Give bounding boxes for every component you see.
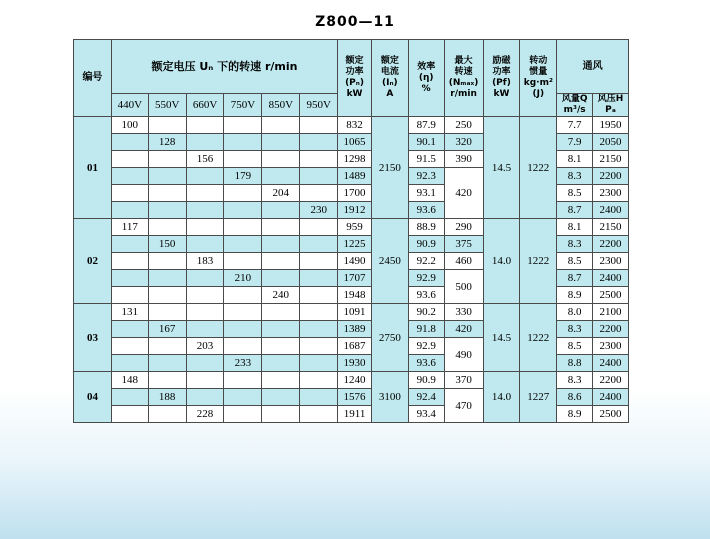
empty-cell xyxy=(111,338,148,355)
airflow-cell: 8.5 xyxy=(557,338,593,355)
power-cell: 1911 xyxy=(338,406,372,423)
empty-cell xyxy=(186,270,224,287)
empty-cell xyxy=(300,185,338,202)
empty-cell xyxy=(186,202,224,219)
empty-cell xyxy=(224,389,262,406)
empty-cell xyxy=(186,321,224,338)
empty-cell xyxy=(186,134,224,151)
inertia-cell: 1222 xyxy=(520,117,557,219)
exc-power-header: 励磁 功率 (Pf) kW xyxy=(483,40,520,117)
empty-cell xyxy=(186,372,224,389)
efficiency-cell: 93.1 xyxy=(408,185,444,202)
empty-cell xyxy=(111,134,148,151)
power-cell: 1700 xyxy=(338,185,372,202)
power-cell: 1298 xyxy=(338,151,372,168)
power-cell: 959 xyxy=(338,219,372,236)
max-speed-header: 最大 转速 (Nₘₐₓ) r/min xyxy=(444,40,483,117)
airflow-cell: 8.3 xyxy=(557,321,593,338)
power-cell: 1912 xyxy=(338,202,372,219)
empty-cell xyxy=(111,270,148,287)
empty-cell xyxy=(262,134,300,151)
voltage-950-header: 950V xyxy=(300,94,338,117)
speed-cell: 100 xyxy=(111,117,148,134)
table-row xyxy=(74,372,629,389)
table-header xyxy=(74,40,629,117)
empty-cell xyxy=(224,185,262,202)
efficiency-cell: 92.2 xyxy=(408,253,444,270)
group-code: 01 xyxy=(74,117,112,219)
max-speed-cell: 375 xyxy=(444,236,483,253)
empty-cell xyxy=(148,270,186,287)
airflow-cell: 8.1 xyxy=(557,219,593,236)
airflow-cell: 8.8 xyxy=(557,355,593,372)
empty-cell xyxy=(262,304,300,321)
efficiency-cell: 92.4 xyxy=(408,389,444,406)
empty-cell xyxy=(224,406,262,423)
empty-cell xyxy=(262,236,300,253)
group-code: 04 xyxy=(74,372,112,423)
empty-cell xyxy=(224,253,262,270)
pressure-cell: 2400 xyxy=(593,389,629,406)
empty-cell xyxy=(300,389,338,406)
empty-cell xyxy=(300,253,338,270)
empty-cell xyxy=(186,236,224,253)
power-cell: 1930 xyxy=(338,355,372,372)
power-cell: 1389 xyxy=(338,321,372,338)
efficiency-cell: 93.4 xyxy=(408,406,444,423)
efficiency-cell: 93.6 xyxy=(408,287,444,304)
empty-cell xyxy=(148,117,186,134)
empty-cell xyxy=(148,372,186,389)
group-code: 03 xyxy=(74,304,112,372)
empty-cell xyxy=(262,321,300,338)
efficiency-cell: 87.9 xyxy=(408,117,444,134)
speed-cell: 233 xyxy=(224,355,262,372)
airflow-cell: 7.9 xyxy=(557,134,593,151)
max-speed-cell: 420 xyxy=(444,321,483,338)
table-row xyxy=(74,117,629,134)
airflow-cell: 7.7 xyxy=(557,117,593,134)
empty-cell xyxy=(300,168,338,185)
max-speed-cell: 370 xyxy=(444,372,483,389)
empty-cell xyxy=(186,219,224,236)
power-header: 额定 功率 (Pₙ) kW xyxy=(338,40,372,117)
exc-power-cell: 14.0 xyxy=(483,219,520,304)
current-cell: 2150 xyxy=(371,117,408,219)
pressure-cell: 2300 xyxy=(593,338,629,355)
empty-cell xyxy=(186,287,224,304)
speed-cell: 204 xyxy=(262,185,300,202)
pressure-cell: 2100 xyxy=(593,304,629,321)
empty-cell xyxy=(148,202,186,219)
efficiency-cell: 92.3 xyxy=(408,168,444,185)
table-title: Z800—11 xyxy=(315,14,395,30)
empty-cell xyxy=(300,117,338,134)
efficiency-cell: 93.6 xyxy=(408,355,444,372)
max-speed-cell: 290 xyxy=(444,219,483,236)
empty-cell xyxy=(224,151,262,168)
max-speed-cell: 320 xyxy=(444,134,483,151)
airflow-cell: 8.5 xyxy=(557,185,593,202)
empty-cell xyxy=(111,389,148,406)
empty-cell xyxy=(111,202,148,219)
efficiency-cell: 92.9 xyxy=(408,270,444,287)
pressure-cell: 2200 xyxy=(593,236,629,253)
empty-cell xyxy=(111,321,148,338)
voltage-440-header: 440V xyxy=(111,94,148,117)
empty-cell xyxy=(148,304,186,321)
speed-cell: 167 xyxy=(148,321,186,338)
empty-cell xyxy=(148,219,186,236)
table-body xyxy=(74,117,629,423)
efficiency-cell: 90.2 xyxy=(408,304,444,321)
empty-cell xyxy=(148,355,186,372)
power-cell: 1707 xyxy=(338,270,372,287)
power-cell: 1091 xyxy=(338,304,372,321)
empty-cell xyxy=(262,406,300,423)
empty-cell xyxy=(111,168,148,185)
efficiency-cell: 93.6 xyxy=(408,202,444,219)
empty-cell xyxy=(224,287,262,304)
speed-cell: 148 xyxy=(111,372,148,389)
empty-cell xyxy=(148,338,186,355)
pressure-cell: 2200 xyxy=(593,372,629,389)
voltage-850-header: 850V xyxy=(262,94,300,117)
empty-cell xyxy=(300,236,338,253)
empty-cell xyxy=(224,236,262,253)
empty-cell xyxy=(262,202,300,219)
efficiency-cell: 90.1 xyxy=(408,134,444,151)
table-row xyxy=(74,219,629,236)
airflow-cell: 8.3 xyxy=(557,236,593,253)
empty-cell xyxy=(300,321,338,338)
empty-cell xyxy=(186,117,224,134)
empty-cell xyxy=(111,236,148,253)
empty-cell xyxy=(300,270,338,287)
empty-cell xyxy=(262,219,300,236)
empty-cell xyxy=(262,372,300,389)
empty-cell xyxy=(262,338,300,355)
empty-cell xyxy=(186,389,224,406)
airflow-cell: 8.3 xyxy=(557,168,593,185)
inertia-header: 转动 惯量 kg·m² (J) xyxy=(520,40,557,117)
efficiency-cell: 92.9 xyxy=(408,338,444,355)
motor-spec-table xyxy=(73,39,629,423)
empty-cell xyxy=(148,151,186,168)
efficiency-cell: 91.5 xyxy=(408,151,444,168)
empty-cell xyxy=(186,355,224,372)
empty-cell xyxy=(300,372,338,389)
airflow-cell: 8.7 xyxy=(557,202,593,219)
inertia-cell: 1222 xyxy=(520,219,557,304)
efficiency-cell: 91.8 xyxy=(408,321,444,338)
exc-power-cell: 14.5 xyxy=(483,304,520,372)
power-cell: 1576 xyxy=(338,389,372,406)
empty-cell xyxy=(224,134,262,151)
speed-cell: 179 xyxy=(224,168,262,185)
pressure-cell: 2050 xyxy=(593,134,629,151)
power-cell: 1240 xyxy=(338,372,372,389)
empty-cell xyxy=(224,321,262,338)
empty-cell xyxy=(300,287,338,304)
empty-cell xyxy=(186,168,224,185)
empty-cell xyxy=(186,185,224,202)
power-cell: 1489 xyxy=(338,168,372,185)
empty-cell xyxy=(262,270,300,287)
code-header: 编号 xyxy=(74,40,112,117)
ventilation-header: 通风 xyxy=(557,40,629,94)
inertia-cell: 1222 xyxy=(520,304,557,372)
empty-cell xyxy=(262,151,300,168)
empty-cell xyxy=(300,134,338,151)
voltage-550-header: 550V xyxy=(148,94,186,117)
current-cell: 2450 xyxy=(371,219,408,304)
empty-cell xyxy=(300,406,338,423)
max-speed-cell: 250 xyxy=(444,117,483,134)
max-speed-cell: 460 xyxy=(444,253,483,270)
current-cell: 3100 xyxy=(371,372,408,423)
empty-cell xyxy=(262,117,300,134)
empty-cell xyxy=(111,253,148,270)
power-cell: 1225 xyxy=(338,236,372,253)
power-cell: 1687 xyxy=(338,338,372,355)
empty-cell xyxy=(148,185,186,202)
pressure-cell: 2300 xyxy=(593,253,629,270)
speed-cell: 128 xyxy=(148,134,186,151)
empty-cell xyxy=(111,151,148,168)
empty-cell xyxy=(262,253,300,270)
pressure-cell: 2400 xyxy=(593,270,629,287)
empty-cell xyxy=(111,355,148,372)
empty-cell xyxy=(262,168,300,185)
power-cell: 1490 xyxy=(338,253,372,270)
pressure-cell: 2200 xyxy=(593,321,629,338)
pressure-header: 风压H Pₐ xyxy=(593,94,629,117)
empty-cell xyxy=(224,219,262,236)
empty-cell xyxy=(300,304,338,321)
inertia-cell: 1227 xyxy=(520,372,557,423)
empty-cell xyxy=(148,253,186,270)
airflow-cell: 8.7 xyxy=(557,270,593,287)
voltage-750-header: 750V xyxy=(224,94,262,117)
airflow-cell: 8.1 xyxy=(557,151,593,168)
empty-cell xyxy=(186,304,224,321)
voltage-660-header: 660V xyxy=(186,94,224,117)
empty-cell xyxy=(111,185,148,202)
pressure-cell: 1950 xyxy=(593,117,629,134)
efficiency-cell: 88.9 xyxy=(408,219,444,236)
speed-cell: 131 xyxy=(111,304,148,321)
empty-cell xyxy=(224,338,262,355)
max-speed-cell: 390 xyxy=(444,151,483,168)
empty-cell xyxy=(224,372,262,389)
max-speed-cell: 500 xyxy=(444,270,483,304)
airflow-cell: 8.9 xyxy=(557,287,593,304)
speed-cell: 156 xyxy=(186,151,224,168)
empty-cell xyxy=(148,287,186,304)
speed-cell: 230 xyxy=(300,202,338,219)
airflow-header: 风量Q m³/s xyxy=(557,94,593,117)
efficiency-cell: 90.9 xyxy=(408,236,444,253)
group-code: 02 xyxy=(74,219,112,304)
efficiency-header: 效率 (η) % xyxy=(408,40,444,117)
pressure-cell: 2500 xyxy=(593,287,629,304)
empty-cell xyxy=(300,151,338,168)
speed-cell: 183 xyxy=(186,253,224,270)
empty-cell xyxy=(300,338,338,355)
max-speed-cell: 330 xyxy=(444,304,483,321)
max-speed-cell: 490 xyxy=(444,338,483,372)
speed-cell: 150 xyxy=(148,236,186,253)
pressure-cell: 2300 xyxy=(593,185,629,202)
pressure-cell: 2150 xyxy=(593,219,629,236)
pressure-cell: 2400 xyxy=(593,355,629,372)
empty-cell xyxy=(262,389,300,406)
pressure-cell: 2400 xyxy=(593,202,629,219)
empty-cell xyxy=(224,202,262,219)
empty-cell xyxy=(224,304,262,321)
table-row xyxy=(74,304,629,321)
speed-cell: 117 xyxy=(111,219,148,236)
power-cell: 1948 xyxy=(338,287,372,304)
empty-cell xyxy=(111,287,148,304)
empty-cell xyxy=(148,406,186,423)
pressure-cell: 2200 xyxy=(593,168,629,185)
speed-cell: 188 xyxy=(148,389,186,406)
pressure-cell: 2500 xyxy=(593,406,629,423)
exc-power-cell: 14.5 xyxy=(483,117,520,219)
airflow-cell: 8.6 xyxy=(557,389,593,406)
empty-cell xyxy=(224,117,262,134)
power-cell: 832 xyxy=(338,117,372,134)
max-speed-cell: 470 xyxy=(444,389,483,423)
empty-cell xyxy=(300,355,338,372)
efficiency-cell: 90.9 xyxy=(408,372,444,389)
speed-cell: 228 xyxy=(186,406,224,423)
exc-power-cell: 14.0 xyxy=(483,372,520,423)
airflow-cell: 8.0 xyxy=(557,304,593,321)
power-cell: 1065 xyxy=(338,134,372,151)
empty-cell xyxy=(111,406,148,423)
empty-cell xyxy=(148,168,186,185)
current-header: 额定 电流 (Iₙ) A xyxy=(371,40,408,117)
airflow-cell: 8.9 xyxy=(557,406,593,423)
speed-cell: 203 xyxy=(186,338,224,355)
current-cell: 2750 xyxy=(371,304,408,372)
speed-header: 额定电压 Uₙ 下的转速 r/min xyxy=(111,40,337,94)
airflow-cell: 8.3 xyxy=(557,372,593,389)
pressure-cell: 2150 xyxy=(593,151,629,168)
empty-cell xyxy=(300,219,338,236)
empty-cell xyxy=(262,355,300,372)
speed-cell: 240 xyxy=(262,287,300,304)
speed-cell: 210 xyxy=(224,270,262,287)
airflow-cell: 8.5 xyxy=(557,253,593,270)
max-speed-cell: 420 xyxy=(444,168,483,219)
